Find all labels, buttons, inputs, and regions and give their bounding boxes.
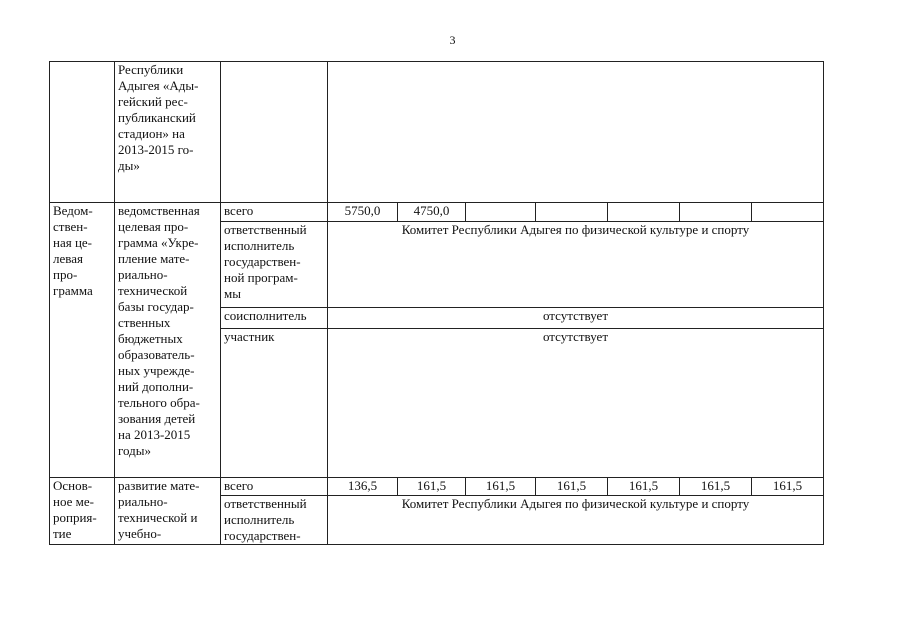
- table-row: [50, 203, 824, 222]
- value-cell: [608, 203, 680, 222]
- program-table: [49, 61, 824, 545]
- value-cell: 161,5: [536, 478, 608, 496]
- text-line: образователь-: [118, 347, 195, 362]
- text-line: зования детей: [118, 411, 196, 426]
- text-line: государствен-: [224, 528, 301, 543]
- responsible-label: [221, 222, 328, 308]
- text-line: ответственный: [224, 496, 307, 511]
- type-cell: [50, 478, 115, 545]
- text-line: Ведом-: [53, 203, 93, 218]
- text-line: технической: [118, 283, 188, 298]
- text-line: развитие мате-: [118, 478, 200, 493]
- value-cell: 161,5: [608, 478, 680, 496]
- text-line: технической и: [118, 510, 198, 525]
- type-cell: [50, 203, 115, 478]
- text-line: бюджетных: [118, 331, 183, 346]
- page-number: 3: [449, 33, 456, 47]
- text-line: ная це-: [53, 235, 93, 250]
- table-row: [50, 62, 824, 203]
- text-line: тие: [53, 526, 72, 541]
- text-line: ответственный: [224, 222, 307, 237]
- text-line: стадион» на: [118, 126, 185, 141]
- text-line: целевая про-: [118, 219, 189, 234]
- value-cell: [328, 62, 824, 203]
- program-name-cell: [115, 203, 221, 478]
- type-cell: [50, 62, 115, 203]
- vsego-label: всего: [221, 478, 328, 496]
- responsible-label: [221, 496, 328, 545]
- text-line: пление мате-: [118, 251, 190, 266]
- table-row: [50, 478, 824, 496]
- text-line: роприя-: [53, 510, 97, 525]
- participant-label: участник: [221, 329, 328, 478]
- value-cell: 161,5: [398, 478, 466, 496]
- value-cell: 161,5: [680, 478, 752, 496]
- text-line: Адыгея «Ады-: [118, 78, 199, 93]
- text-line: государствен-: [224, 254, 301, 269]
- text-line: ствен-: [53, 219, 88, 234]
- value-cell: 4750,0: [398, 203, 466, 222]
- responsible-value: Комитет Республики Адыгея по физической культуре и спорту: [328, 496, 824, 545]
- text-line: грамма «Укре-: [118, 235, 199, 250]
- text-line: учебно-: [118, 526, 162, 541]
- text-line: ной програм-: [224, 270, 298, 285]
- program-name-cell: [115, 478, 221, 545]
- text-line: мы: [224, 286, 241, 301]
- text-line: 2013-2015 го-: [118, 142, 194, 157]
- text-line: тельного обра-: [118, 395, 200, 410]
- program-name-cell: [115, 62, 221, 203]
- text-line: ведомственная: [118, 203, 200, 218]
- text-line: левая: [53, 251, 83, 266]
- text-line: гейский рес-: [118, 94, 188, 109]
- text-line: грамма: [53, 283, 93, 298]
- text-line: про-: [53, 267, 78, 282]
- coexecutor-value: отсутствует: [328, 308, 824, 329]
- text-line: Республики: [118, 62, 184, 77]
- value-cell: [752, 203, 824, 222]
- value-cell: 136,5: [328, 478, 398, 496]
- participant-value: отсутствует: [328, 329, 824, 478]
- vsego-label: всего: [221, 203, 328, 222]
- value-cell: [536, 203, 608, 222]
- text-line: исполнитель: [224, 512, 295, 527]
- text-line: Основ-: [53, 478, 93, 493]
- text-line: риально-: [118, 267, 168, 282]
- value-cell: [680, 203, 752, 222]
- text-line: публиканский: [118, 110, 196, 125]
- text-line: ных учрежде-: [118, 363, 195, 378]
- text-line: ний дополни-: [118, 379, 194, 394]
- text-line: базы государ-: [118, 299, 194, 314]
- value-cell: 5750,0: [328, 203, 398, 222]
- value-cell: 161,5: [466, 478, 536, 496]
- text-line: исполнитель: [224, 238, 295, 253]
- text-line: ное ме-: [53, 494, 94, 509]
- value-cell: 161,5: [752, 478, 824, 496]
- text-line: ды»: [118, 158, 140, 173]
- label-cell: [221, 62, 328, 203]
- text-line: годы»: [118, 443, 151, 458]
- coexecutor-label: соисполнитель: [221, 308, 328, 329]
- text-line: риально-: [118, 494, 168, 509]
- value-cell: [466, 203, 536, 222]
- text-line: на 2013-2015: [118, 427, 191, 442]
- responsible-value: Комитет Республики Адыгея по физической культуре и спорту: [328, 222, 824, 308]
- text-line: ственных: [118, 315, 171, 330]
